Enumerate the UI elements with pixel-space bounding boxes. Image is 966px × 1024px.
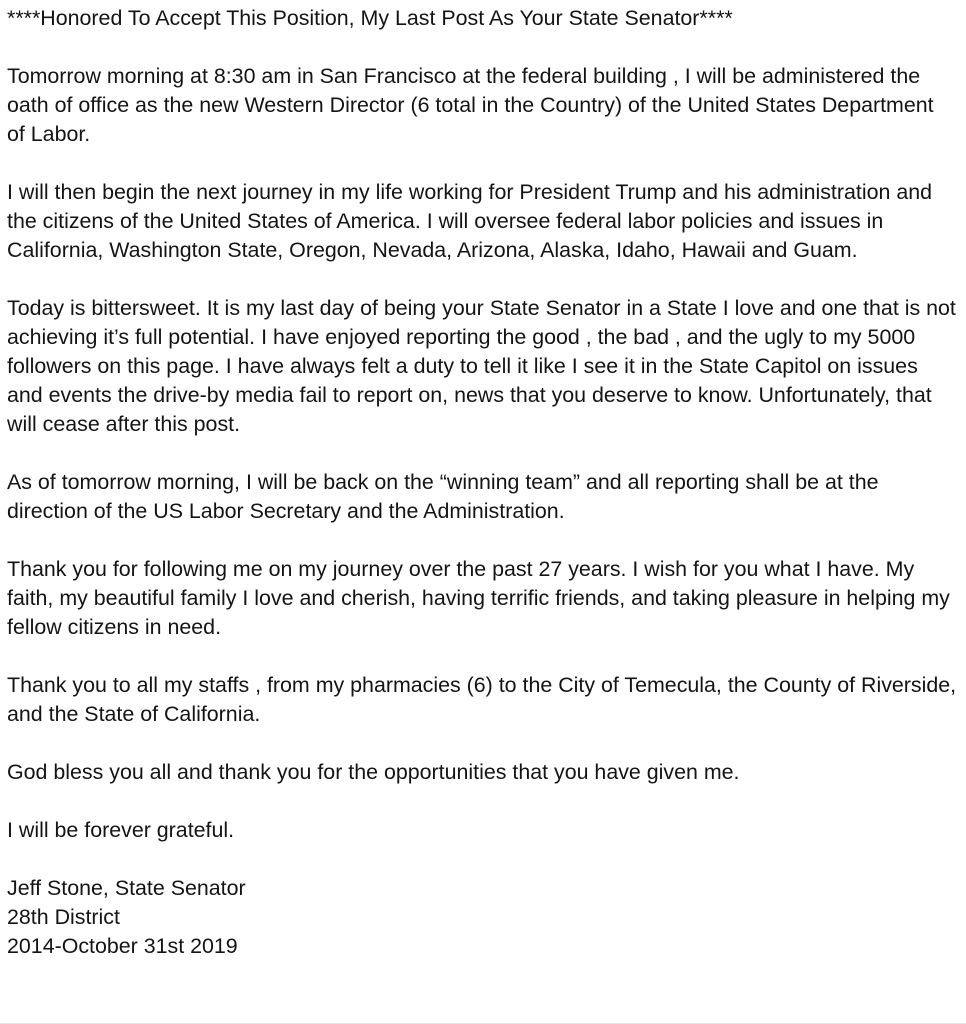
post-paragraph: Today is bittersweet. It is my last day of being your State Senator in a State I love and one that is not achieving it’s full potential. I have enjoyed reporting the good , the bad , and the ugly to my 5000 followers on this page. I have always felt a duty to tell it like I see it in the State Capitol on issues and events the drive-by media fail to report on, news that you deserve to know. Unfortunately, that will cease after this post.: [7, 296, 956, 436]
post-paragraph: Thank you for following me on my journey over the past 27 years. I wish for you what I have. My faith, my beautiful family I love and cherish, having terrific friends, and taking pleasure in helping my fellow citizens in need.: [7, 557, 950, 639]
post-paragraph: Tomorrow morning at 8:30 am in San Francisco at the federal building , I will be administered the oath of office as the new Western Director (6 total in the Country) of the United States Department of Labor.: [7, 64, 934, 146]
post-paragraph: I will then begin the next journey in my life working for President Trump and his administration and the citizens of the United States of America. I will oversee federal labor policies and issues in California, Washington State, Oregon, Nevada, Arizona, Alaska, Idaho, Hawaii and Guam.: [7, 180, 933, 262]
post-signature: [7, 874, 957, 961]
signature-name: Jeff Stone, State Senator: [7, 876, 246, 900]
signature-district: 28th District: [7, 905, 120, 929]
post-paragraph: I will be forever grateful.: [7, 818, 235, 842]
post-headline: ****Honored To Accept This Position, My Last Post As Your State Senator****: [7, 6, 733, 30]
post-body: [7, 4, 957, 961]
post-paragraph: God bless you all and thank you for the opportunities that you have given me.: [7, 760, 740, 784]
post-paragraph: As of tomorrow morning, I will be back on the “winning team” and all reporting shall be at the direction of the US Labor Secretary and the Administration.: [7, 470, 879, 523]
post-paragraph: Thank you to all my staffs , from my pharmacies (6) to the City of Temecula, the County of Riverside, and the State of California.: [7, 673, 957, 726]
signature-term: 2014-October 31st 2019: [7, 934, 238, 958]
